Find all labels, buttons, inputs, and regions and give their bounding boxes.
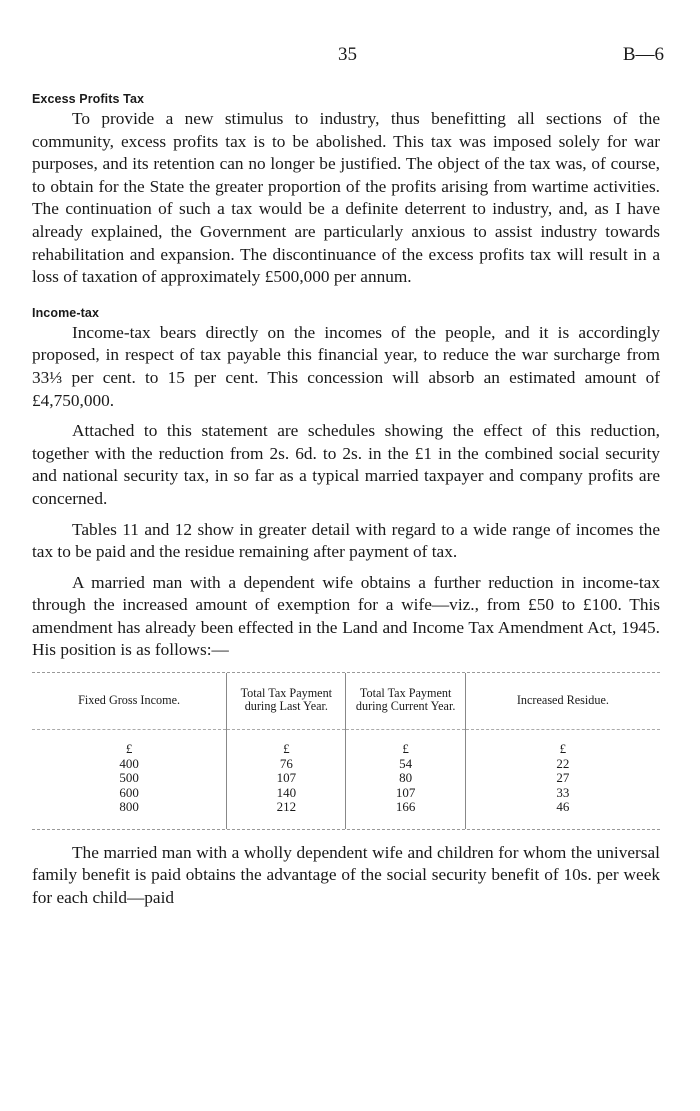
column-header: Total Tax Payment during Current Year. (346, 673, 465, 730)
table-cell: 107 (227, 771, 346, 786)
table-cell: 166 (346, 800, 465, 829)
column-header: Total Tax Payment during Last Year. (227, 673, 346, 730)
table-cell: 54 (346, 757, 465, 772)
section-heading-income-tax: Income-tax (32, 305, 99, 320)
table-cell: 33 (465, 786, 660, 801)
column-header: Increased Residue. (465, 673, 660, 730)
paragraph: Income-tax bears directly on the incomes of the people, and it is accordingly proposed, in respect of tax payable this financial year, to reduce the war surcharge from 33⅓ per cent. to 15 per cent. This concession will absorb an estimated amount of £4,750,000. (32, 322, 660, 410)
table-cell: 46 (465, 800, 660, 829)
table-cell: 212 (227, 800, 346, 829)
table-row (32, 800, 660, 829)
currency-cell: £ (125, 741, 133, 757)
table-header-row (32, 673, 660, 730)
paragraph: The married man with a wholly dependent wife and children for whom the universal family benefit is paid obtains the advantage of the social security benefit of 10s. per week for each child—paid (32, 842, 660, 907)
currency-cell: £ (227, 742, 346, 757)
page-header (32, 44, 664, 72)
table-cell: 600 (119, 784, 139, 800)
section-heading-excess-profits-tax: Excess Profits Tax (32, 92, 145, 106)
document-page (32, 44, 664, 909)
table-cell: 22 (465, 757, 660, 772)
table-row (32, 771, 660, 786)
table-row (32, 786, 660, 801)
table-cell: 800 (119, 799, 139, 815)
currency-cell: £ (346, 742, 465, 757)
paragraph: Attached to this statement are schedules showing the effect of this reduction, together with the reduction from 2s. 6d. to 2s. in the £1 in the combined social security and national security tax, in so far as a typical married taxpayer and company profits are concerned. (32, 421, 660, 508)
currency-cell: £ (465, 742, 660, 757)
table-cell: 27 (465, 771, 660, 786)
tax-table (32, 672, 660, 830)
table-cell: 140 (227, 786, 346, 801)
page-number: 35 (338, 44, 357, 65)
currency-row (32, 742, 660, 757)
table-bottom-rule (32, 829, 660, 830)
table-cell: 500 (119, 770, 139, 786)
table-cell: 107 (346, 786, 465, 801)
document-reference: B—6 (622, 44, 664, 65)
table-cell: 400 (119, 755, 139, 771)
column-header: Fixed Gross Income. (78, 692, 181, 707)
table-cell: 80 (346, 771, 465, 786)
paragraph: Tables 11 and 12 show in greater detail with regard to a wide range of incomes the tax to be paid and the residue remaining after payment of tax. (32, 519, 660, 562)
table-row (32, 757, 660, 772)
table-cell: 76 (227, 757, 346, 772)
paragraph: A married man with a dependent wife obtains a further reduction in income-tax through the increased amount of exemption for a wife—viz., from £50 to £100. This amendment has already been effected in the Land and Income Tax Amendment Act, 1945. His position is as follows:— (32, 572, 660, 660)
paragraph: To provide a new stimulus to industry, thus benefitting all sections of the community, excess profits tax is to be abolished. This tax was imposed solely for war purposes, and its retention can no longer be justified. The object of the tax was, of course, to obtain for the State the greater proportion of the profits arising from wartime activities. The continuation of such a tax would be a definite deterrent to industry, and, as I have already explained, the Government are particularly anxious to assist industry towards rehabilitation and expansion. The discontinuance of the excess profits tax will result in a loss of taxation of approximately £500,000 per annum. (32, 109, 660, 287)
